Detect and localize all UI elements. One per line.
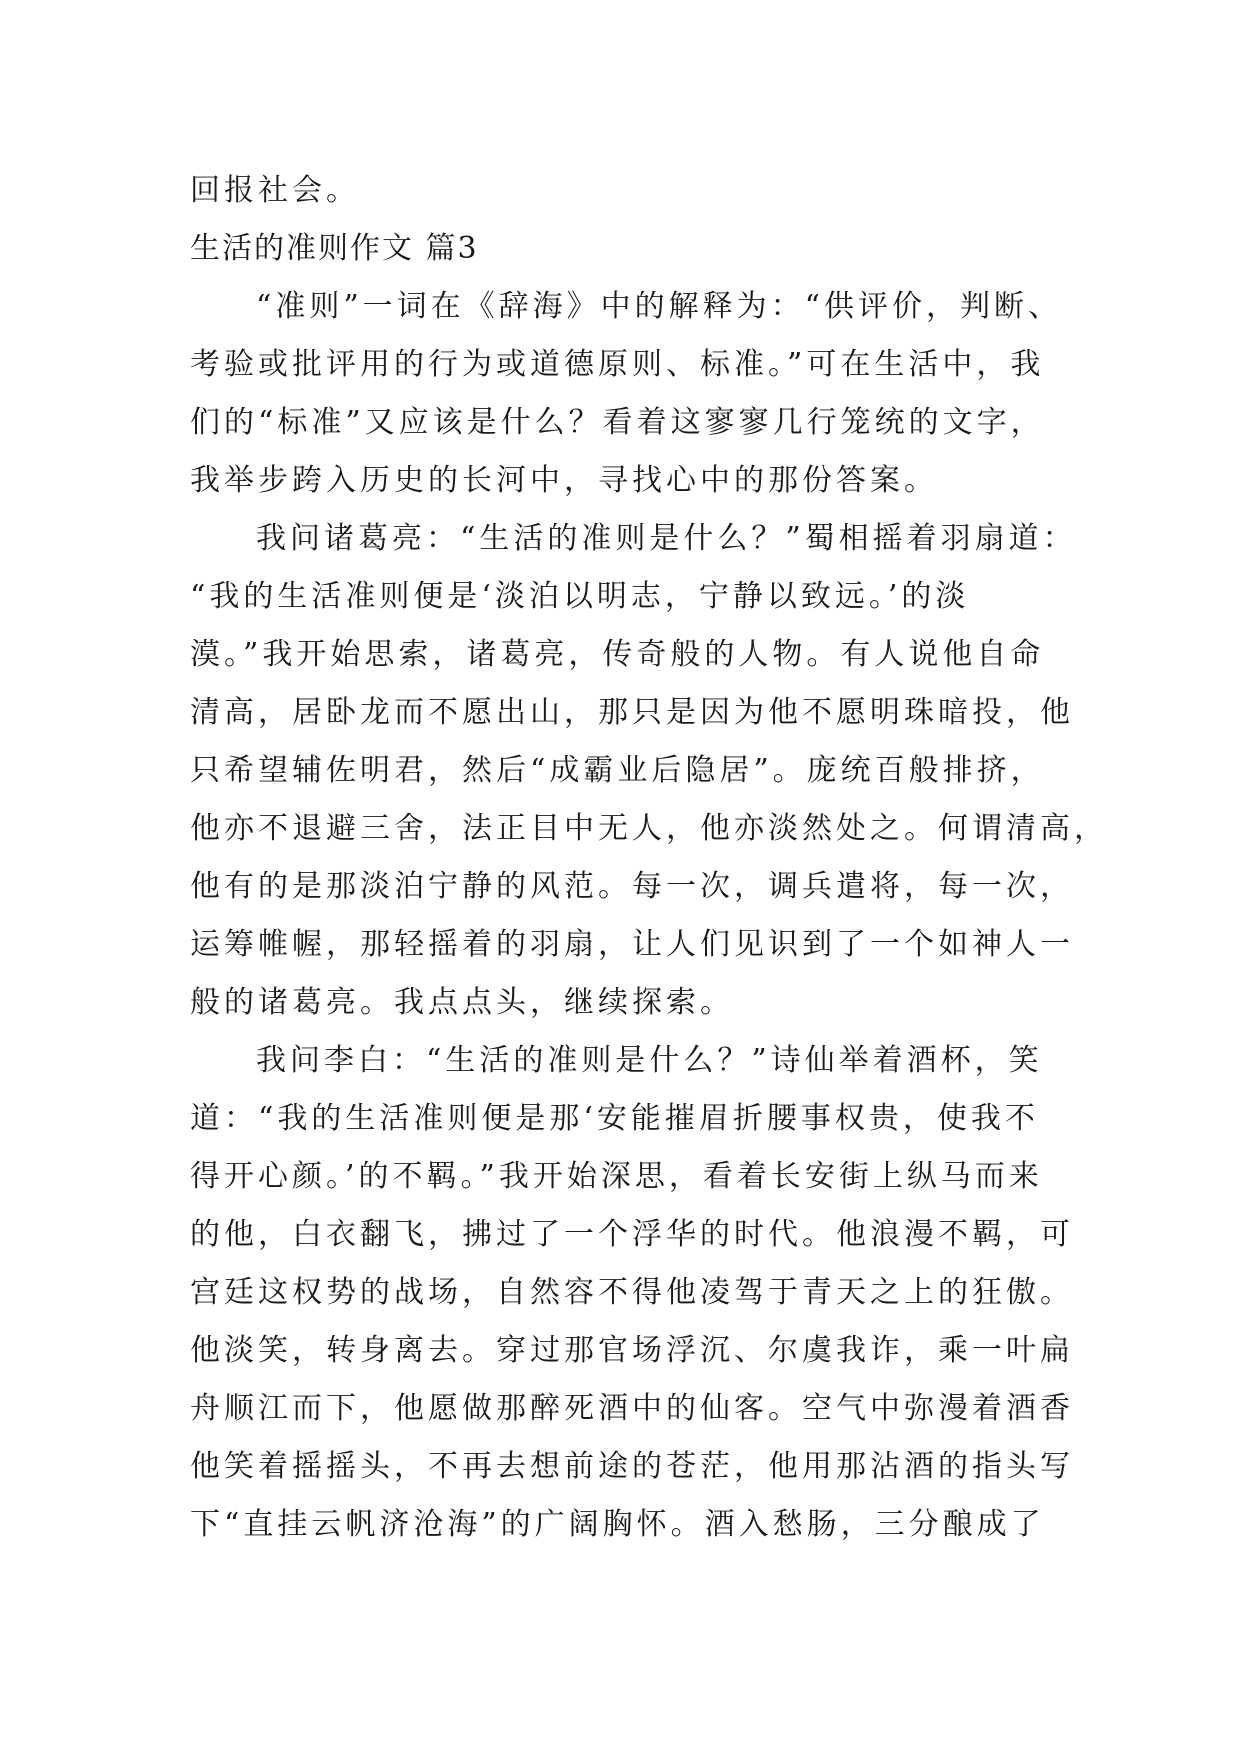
paragraph-line: 舟顺江而下，他愿做那醉死酒中的仙客。空气中弥漫着酒香	[190, 1391, 1074, 1426]
paragraph-line: 他笑着摇摇头，不再去想前途的苍茫，他用那沾酒的指头写	[190, 1449, 1074, 1484]
paragraph-line: 只希望辅佐明君，然后“成霸业后隐居”。庞统百般排挤，	[190, 753, 1045, 788]
paragraph-line: 宫廷这权势的战场，自然容不得他凌驾于青天之上的狂傲。	[190, 1275, 1074, 1310]
paragraph-line: 考验或批评用的行为或道德原则、标准。”可在生活中，我	[190, 347, 1045, 382]
paragraph-line: 我问诸葛亮：“生活的准则是什么？”蜀相摇着羽扇道：	[256, 521, 1077, 556]
paragraph-line: 他淡笑，转身离去。穿过那官场浮沉、尔虞我诈，乘一叶扁	[190, 1333, 1074, 1368]
paragraph-line: 漠。”我开始思索，诸葛亮，传奇般的人物。有人说他自命	[190, 637, 1045, 672]
paragraph-line: 般的诸葛亮。我点点头，继续探索。	[190, 985, 734, 1020]
paragraph-line: 的他，白衣翻飞，拂过了一个浮华的时代。他浪漫不羁，可	[190, 1217, 1074, 1252]
section-title: 生活的准则作文 篇3	[190, 231, 479, 266]
paragraph-line: 他亦不退避三舍，法正目中无人，他亦淡然处之。何谓清高，	[190, 811, 1108, 846]
paragraph-line: 下“直挂云帆济沧海”的广阔胸怀。酒入愁肠，三分酿成了	[190, 1507, 1045, 1542]
paragraph-3	[190, 1032, 1090, 1554]
paragraph-line: 我问李白：“生活的准则是什么？”诗仙举着酒杯，笑	[256, 1043, 1043, 1078]
paragraph-line: 清高，居卧龙而不愿出山，那只是因为他不愿明珠暗投，他	[190, 695, 1074, 730]
paragraph-2	[190, 510, 1108, 1032]
paragraph-line: 们的“标准”又应该是什么？看着这寥寥几行笼统的文字，	[190, 405, 1045, 440]
paragraph-line: 得开心颜。’的不羁。”我开始深思，看着长安街上纵马而来	[190, 1159, 1043, 1194]
paragraph-line: 道：“我的生活准则便是那‘安能摧眉折腰事权贵，使我不	[190, 1101, 1039, 1136]
paragraph-line: 我举步跨入历史的长河中，寻找心中的那份答案。	[190, 463, 938, 498]
previous-article-tail: 回报社会。	[190, 173, 360, 208]
paragraph-line: “我的生活准则便是‘淡泊以明志，宁静以致远。’的淡	[190, 579, 970, 614]
paragraph-line: 运筹帷幄，那轻摇着的羽扇，让人们见识到了一个如神人一	[190, 927, 1074, 962]
paragraph-1	[190, 278, 1090, 510]
paragraph-line: “准则”一词在《辞海》中的解释为：“供评价，判断、	[256, 289, 1063, 324]
document-body	[190, 162, 1108, 1554]
paragraph-line: 他有的是那淡泊宁静的风范。每一次，调兵遣将，每一次，	[190, 869, 1074, 904]
